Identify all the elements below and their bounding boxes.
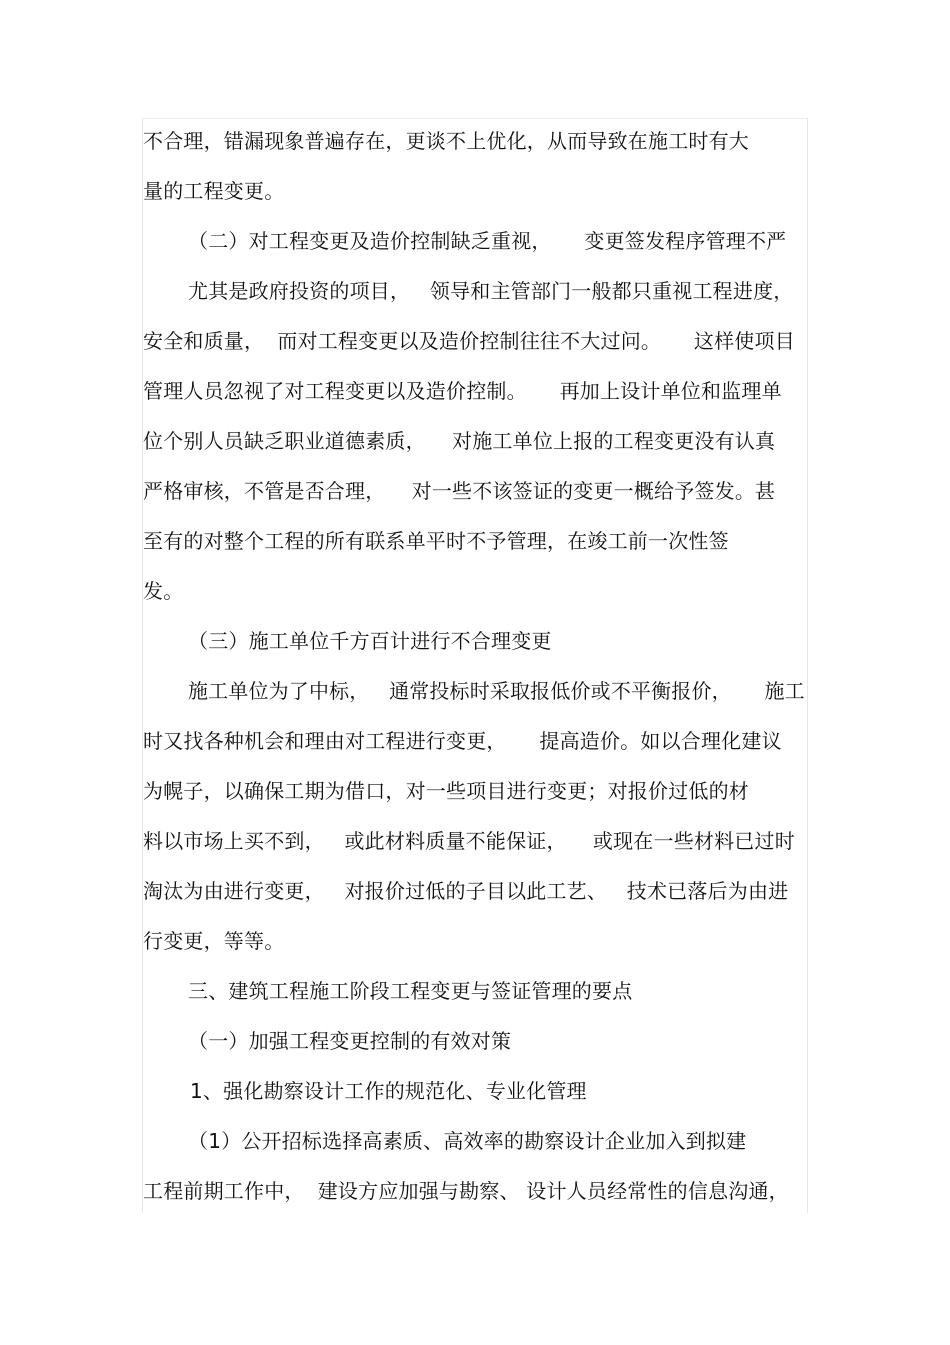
- text-line: 至有的对整个工程的所有联系单平时不予管理，在竣工前一次性签: [143, 529, 729, 553]
- text-line: （1）公开招标选择高素质、高效率的勘察设计企业加入到拟建: [188, 1129, 747, 1153]
- text-line: 尤其是政府投资的项目， 领导和主管部门一般都只重视工程进度，: [188, 279, 794, 303]
- text-line: 位个别人员缺乏职业道德素质， 对施工单位上报的工程变更没有认真: [143, 429, 776, 453]
- text-line: 安全和质量， 而对工程变更以及造价控制往往不大过问。 这样使项目: [143, 329, 795, 353]
- section-heading: 1、强化勘察设计工作的规范化、专业化管理: [190, 1079, 587, 1103]
- section-heading: （一）加强工程变更控制的有效对策: [188, 1029, 512, 1053]
- text-line: 工程前期工作中， 建设方应加强与勘察、 设计人员经常性的信息沟通，: [143, 1179, 789, 1203]
- text-line: 不合理，错漏现象普遍存在，更谈不上优化，从而导致在施工时有大: [143, 129, 749, 153]
- text-line: 淘汰为由进行变更， 对报价过低的子目以此工艺、 技术已落后为由进: [143, 879, 789, 903]
- text-line: 严格审核，不管是否合理， 对一些不该签证的变更一概给予签发。甚: [143, 479, 776, 503]
- section-heading: 三、建筑工程施工阶段工程变更与签证管理的要点: [188, 979, 633, 1003]
- text-line: 管理人员忽视了对工程变更以及造价控制。 再加上设计单位和监理单: [143, 379, 782, 403]
- section-heading: （三）施工单位千方百计进行不合理变更: [188, 629, 552, 653]
- text-line: 发。: [143, 579, 184, 603]
- text-line: 时又找各种机会和理由对工程进行变更， 提高造价。如以合理化建议: [143, 729, 782, 753]
- text-line: 行变更，等等。: [143, 929, 285, 953]
- section-heading: （二）对工程变更及造价控制缺乏重视， 变更签发程序管理不严: [188, 229, 787, 253]
- text-line: 为幌子，以确保工期为借口，对一些项目进行变更；对报价过低的材: [143, 779, 749, 803]
- text-line: 料以市场上买不到， 或此材料质量不能保证， 或现在一些材料已过时: [143, 829, 795, 853]
- text-line: 施工单位为了中标， 通常投标时采取报低价或不平衡报价， 施工: [188, 679, 805, 703]
- text-line: 量的工程变更。: [143, 179, 285, 203]
